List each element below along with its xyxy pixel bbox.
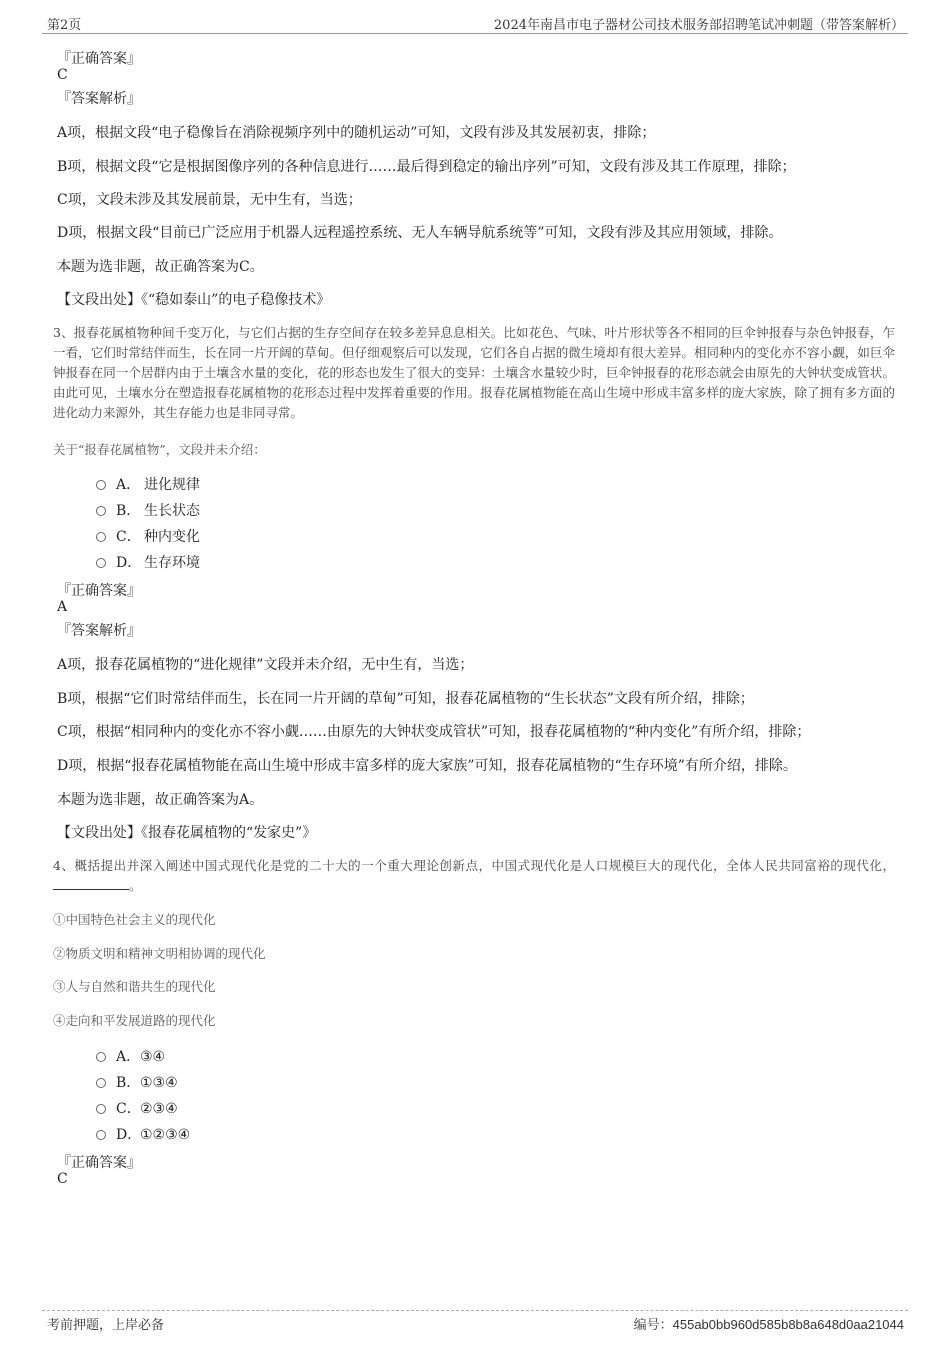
q2-analysis-b: B项，根据文段“它是根据图像序列的各种信息进行……最后得到稳定的输出序列”可知，文段有涉及其工作原理，排除； xyxy=(57,159,796,175)
q3-analysis-a: A项，报春花属植物的“进化规律”文段并未介绍，无中生有，当选； xyxy=(57,657,474,673)
q3-answer-title: 『正确答案』 xyxy=(57,583,141,599)
page-number: 第2页 xyxy=(47,18,82,33)
q2-answer: C xyxy=(57,67,68,83)
q3-option-d[interactable]: D． 生存环境 xyxy=(96,552,200,572)
q4-question: 4、概括提出并深入阐述中国式现代化是党的二十大的一个重大理论创新点，中国式现代化是人口规模巨大的现代化，全体人民共同富裕的现代化，。 xyxy=(53,858,895,893)
q4-option-d[interactable]: D．①②③④ xyxy=(96,1124,190,1144)
footer-divider xyxy=(42,1310,908,1311)
q4-item-4: ④走向和平发展道路的现代化 xyxy=(53,1013,216,1028)
q3-option-a[interactable]: A． 进化规律 xyxy=(96,474,200,494)
document-code: 编号：455ab0bb960d585b8b8a648d0aa21044 xyxy=(633,1317,904,1333)
q3-conclusion: 本题为选非题，故正确答案为A。 xyxy=(57,792,264,808)
q3-analysis-c: C项，根据“相同种内的变化亦不容小觑……由原先的大钟状变成管状”可知，报春花属植物的“种内变化”有所介绍，排除； xyxy=(57,724,811,740)
q3-analysis-title: 『答案解析』 xyxy=(57,623,141,639)
q2-answer-title: 『正确答案』 xyxy=(57,51,141,67)
radio-icon[interactable] xyxy=(96,1078,106,1088)
q4-item-2: ②物质文明和精神文明相协调的现代化 xyxy=(53,946,266,961)
q4-option-c[interactable]: C．②③④ xyxy=(96,1098,178,1118)
q4-option-a[interactable]: A．③④ xyxy=(96,1046,165,1066)
radio-icon[interactable] xyxy=(96,558,106,568)
q2-conclusion: 本题为选非题，故正确答案为C。 xyxy=(57,259,264,275)
q2-analysis-a: A项，根据文段“电子稳像旨在消除视频序列中的随机运动”可知，文段有涉及其发展初衷，排除； xyxy=(57,125,656,141)
q2-analysis-d: D项，根据文段“目前已广泛应用于机器人远程遥控系统、无人车辆导航系统等”可知，文段有涉及其应用领域，排除。 xyxy=(57,225,783,241)
q2-analysis-title: 『答案解析』 xyxy=(57,91,141,107)
document-title: 2024年南昌市电子器材公司技术服务部招聘笔试冲刺题（带答案解析） xyxy=(493,18,904,33)
q2-source: 【文段出处】《“稳如泰山”的电子稳像技术》 xyxy=(57,292,331,308)
radio-icon[interactable] xyxy=(96,506,106,516)
q4-item-1: ①中国特色社会主义的现代化 xyxy=(53,912,216,927)
q3-analysis-b: B项，根据“它们时常结伴而生，长在同一片开阔的草甸”可知，报春花属植物的“生长状态”文段有所介绍，排除； xyxy=(57,691,754,707)
radio-icon[interactable] xyxy=(96,1130,106,1140)
radio-icon[interactable] xyxy=(96,532,106,542)
q4-answer-title: 『正确答案』 xyxy=(57,1155,141,1171)
footer-slogan: 考前押题，上岸必备 xyxy=(47,1318,165,1333)
radio-icon[interactable] xyxy=(96,1104,106,1114)
radio-icon[interactable] xyxy=(96,480,106,490)
q3-answer: A xyxy=(57,599,68,615)
q3-passage: 3、报春花属植物种间千变万化，与它们占据的生存空间存在较多差异息息相关。比如花色、气味、叶片形状等各不相同的巨伞钟报春与杂色钟报春，乍一看，它们时常结伴而生，长在同一片开阔的草甸。但仔细观察后可以发现，它们各自占据的微生境却有很大差异。相同种内的变化亦不容小觑，如巨伞钟报春在同一个居群内由于土壤含水量的变化，花的形态也发生了很大的变异：土壤含水量较少时，巨伞钟报春的花形态就会由原先的大钟状变成管状。由此可见，土壤水分在塑造报春花属植物的花形态过程中发挥着重要的作用。报春花属植物能在高山生境中形成丰富多样的庞大家族，除了拥有多方面的进化动力来源外，其生存能力也是非同寻常。 xyxy=(53,325,895,420)
answer-blank xyxy=(53,877,129,890)
q3-question: 关于“报春花属植物”，文段并未介绍： xyxy=(53,442,266,457)
header-divider xyxy=(42,33,908,34)
q3-source: 【文段出处】《报春花属植物的“发家史”》 xyxy=(57,825,317,841)
q3-option-c[interactable]: C． 种内变化 xyxy=(96,526,200,546)
q4-option-b[interactable]: B．①③④ xyxy=(96,1072,178,1092)
q3-analysis-d: D项，根据“报春花属植物能在高山生境中形成丰富多样的庞大家族”可知，报春花属植物的“生存环境”有所介绍，排除。 xyxy=(57,758,797,774)
q4-item-3: ③人与自然和谐共生的现代化 xyxy=(53,979,216,994)
radio-icon[interactable] xyxy=(96,1052,106,1062)
q2-analysis-c: C项，文段未涉及其发展前景，无中生有，当选； xyxy=(57,192,362,208)
q4-answer: C xyxy=(57,1171,68,1187)
q3-option-b[interactable]: B． 生长状态 xyxy=(96,500,200,520)
